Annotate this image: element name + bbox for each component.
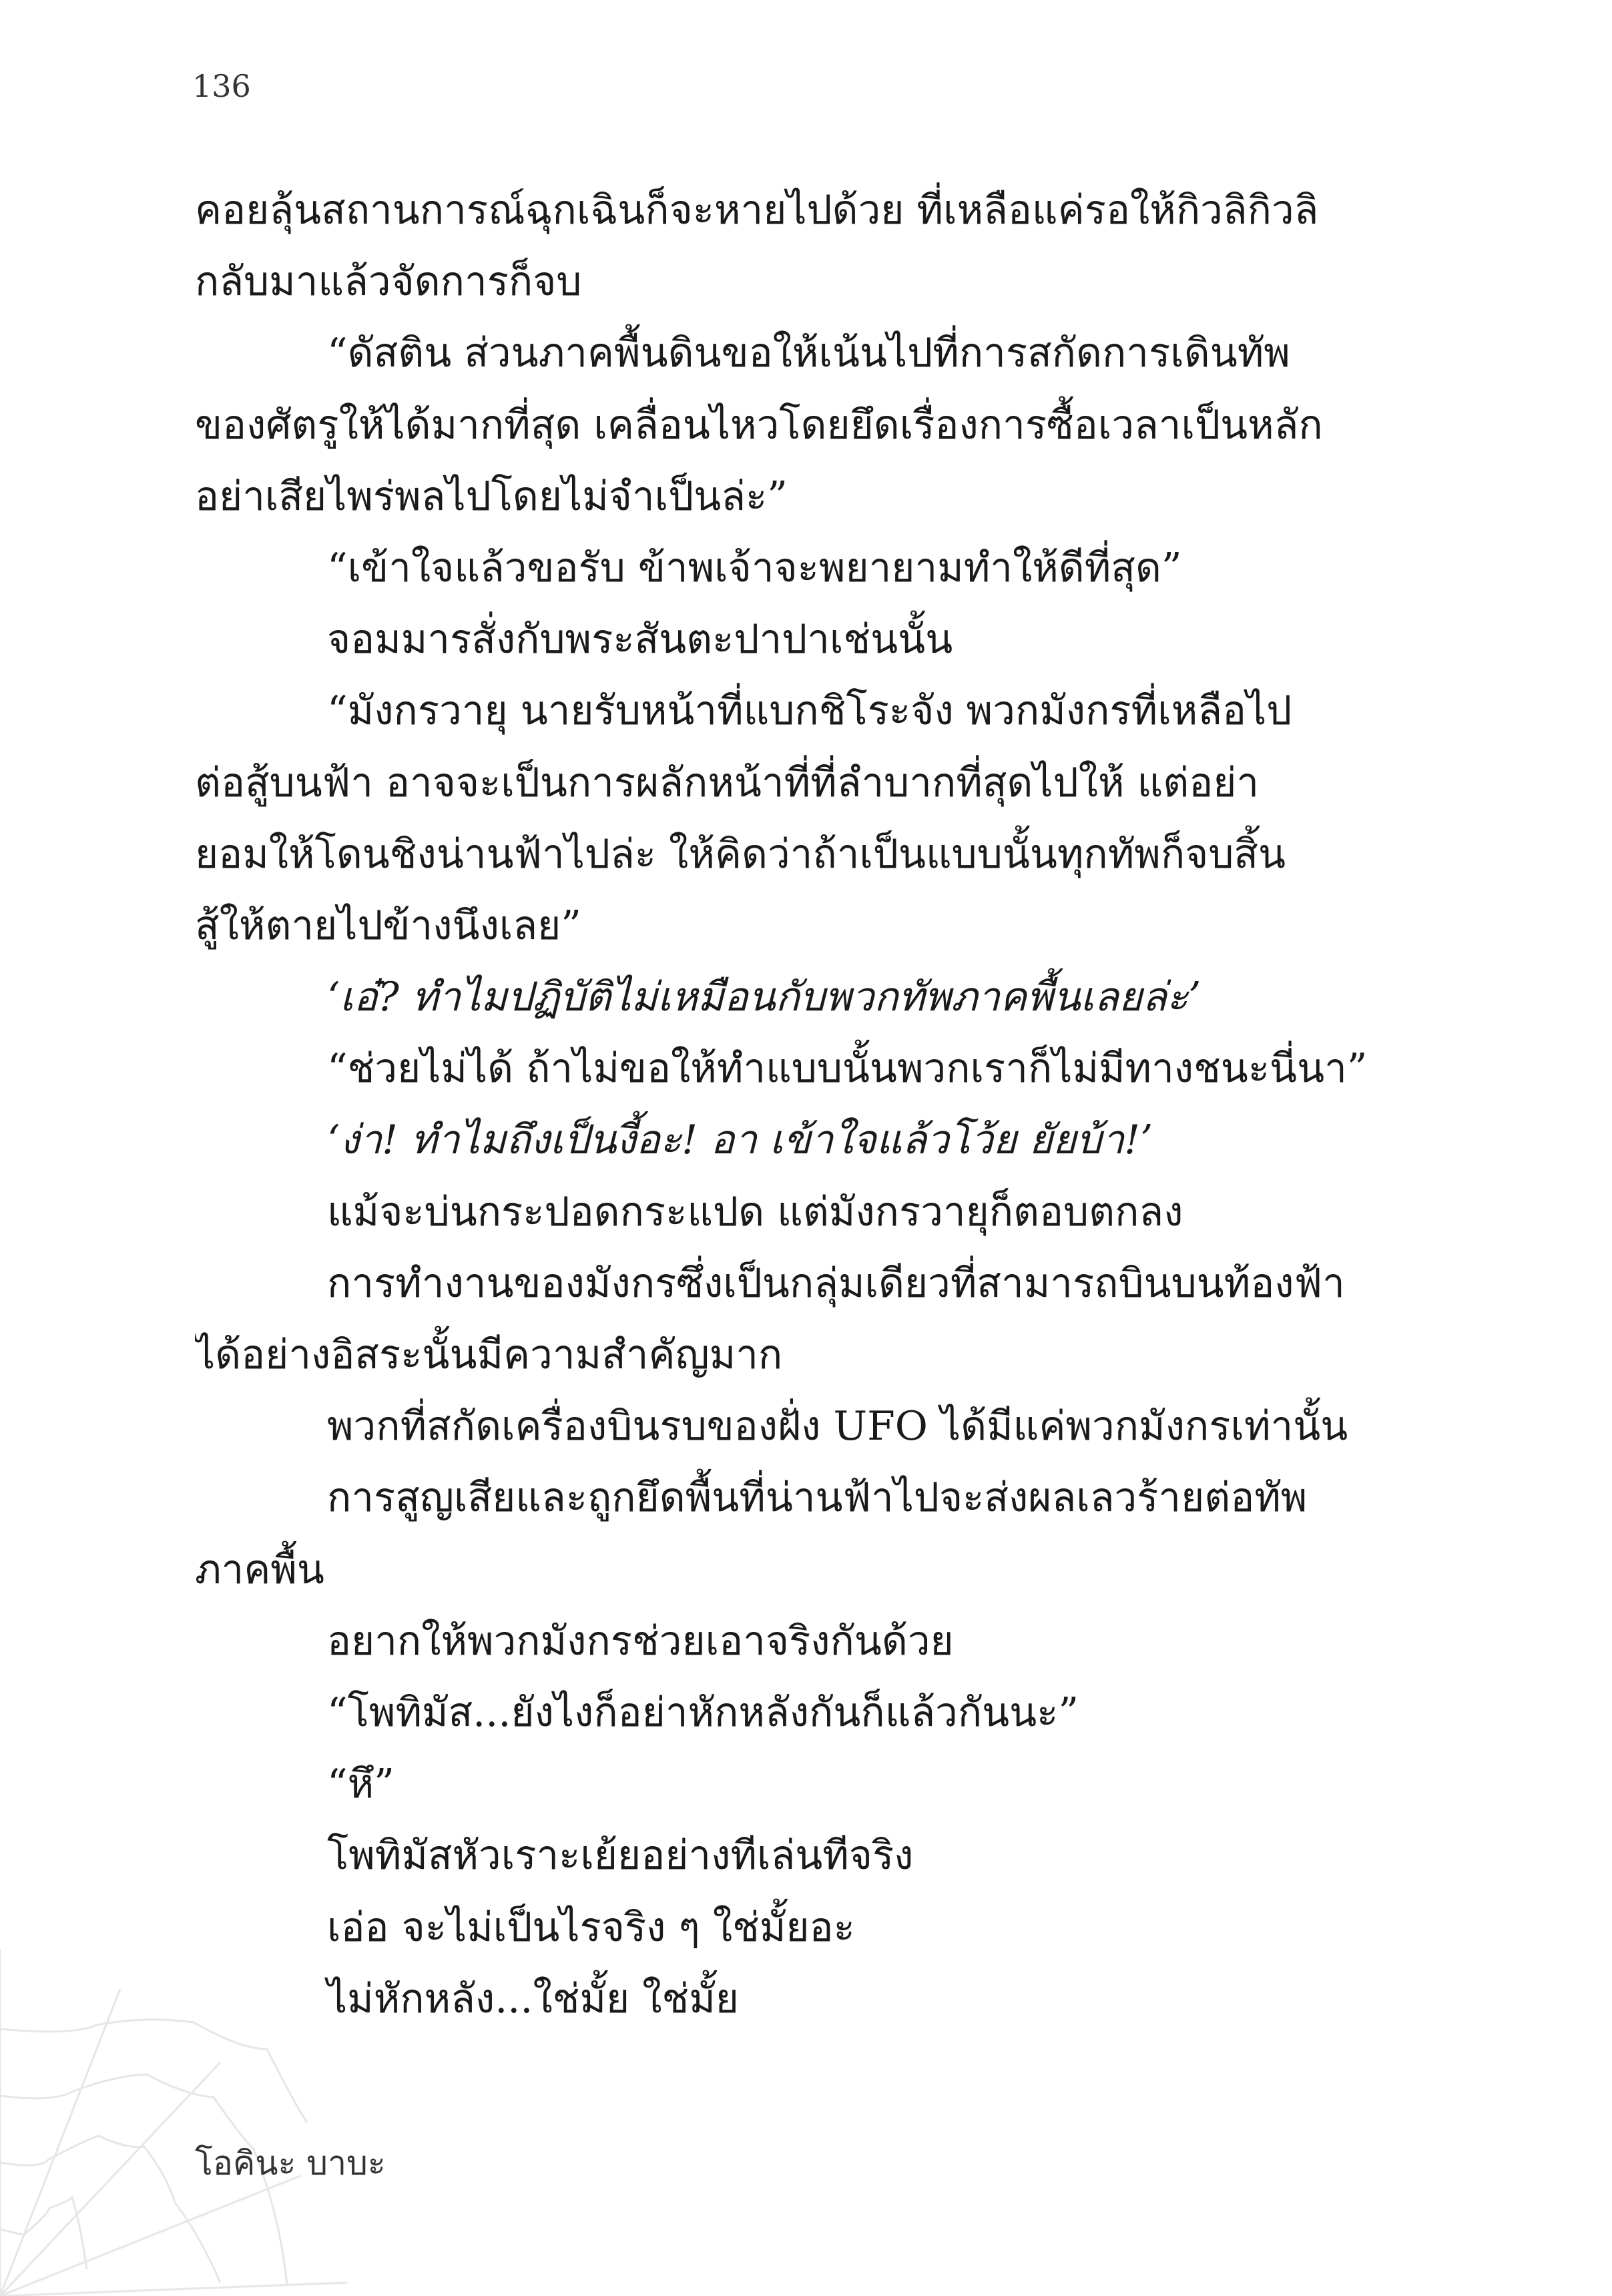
text-line: “โพทิมัส...ยังไงก็อย่าหักหลังกันก็แล้วกันนะ” xyxy=(327,1689,1079,1736)
text-line: ‘ง่า! ทำไมถึงเป็นงี้อะ! อา เข้าใจแล้วโว้ย ยัยบ้า!’ xyxy=(327,1117,1153,1164)
text-line: อยากให้พวกมังกรช่วยเอาจริงกันด้วย xyxy=(327,1617,954,1665)
text-line: ยอมให้โดนชิงน่านฟ้าไปล่ะ ให้คิดว่าถ้าเป็นแบบนั้นทุกทัพก็จบสิ้น xyxy=(195,830,1286,878)
text-line: อย่าเสียไพร่พลไปโดยไม่จำเป็นล่ะ” xyxy=(195,473,788,520)
text-line: “เข้าใจแล้วขอรับ ข้าพเจ้าจะพยายามทำให้ดีที่สุด” xyxy=(327,544,1182,591)
text-line: ต่อสู้บนฟ้า อาจจะเป็นการผลักหน้าที่ที่ลำบากที่สุดไปให้ แต่อย่า xyxy=(195,759,1260,806)
text-line: การทำงานของมังกรซึ่งเป็นกลุ่มเดียวที่สามารถบินบนท้องฟ้า xyxy=(327,1259,1345,1307)
text-body xyxy=(195,175,1383,2035)
text-line: จอมมารสั่งกับพระสันตะปาปาเช่นนั้น xyxy=(327,616,953,663)
text-line: การสูญเสียและถูกยึดพื้นที่น่านฟ้าไปจะส่งผลเลวร้ายต่อทัพ xyxy=(327,1474,1308,1522)
text-line: ภาคพื้น xyxy=(195,1546,324,1593)
text-line: โพทิมัสหัวเราะเย้ยอย่างทีเล่นทีจริง xyxy=(327,1832,914,1880)
text-line: พวกที่สกัดเครื่องบินรบของฝั่ง UFO ได้มีแค่พวกมังกรเท่านั้น xyxy=(327,1403,1348,1450)
text-line: ‘เอ๋? ทำไมปฏิบัติไม่เหมือนกับพวกทัพภาคพื้นเลยล่ะ’ xyxy=(327,974,1201,1021)
book-author-footer: โอคินะ บาบะ xyxy=(195,2144,386,2183)
text-line: ของศัตรูให้ได้มากที่สุด เคลื่อนไหวโดยยึดเรื่องการซื้อเวลาเป็นหลัก xyxy=(195,401,1323,449)
text-line: “ดัสติน ส่วนภาคพื้นดินขอให้เน้นไปที่การสกัดการเดินทัพ xyxy=(327,330,1290,377)
text-line: ได้อย่างอิสระนั้นมีความสำคัญมาก xyxy=(195,1332,783,1378)
text-line: “หึ” xyxy=(327,1761,394,1808)
text-line: “ช่วยไม่ได้ ถ้าไม่ขอให้ทำแบบนั้นพวกเราก็ไม่มีทางชนะนี่นา” xyxy=(327,1045,1368,1093)
text-line: คอยลุ้นสถานการณ์ฉุกเฉินก็จะหายไปด้วย ที่เหลือแค่รอให้กิวลิกิวลิ xyxy=(195,187,1319,234)
text-line: ไม่หักหลัง...ใช่มั้ย ใช่มั้ย xyxy=(327,1975,739,2022)
text-line: กลับมาแล้วจัดการก็จบ xyxy=(195,258,582,306)
page-number: 136 xyxy=(192,68,251,104)
spiderweb-decoration xyxy=(0,1949,347,2296)
text-line: เอ่อ จะไม่เป็นไรจริง ๆ ใช่มั้ยอะ xyxy=(327,1904,855,1951)
text-line: แม้จะบ่นกระปอดกระแปด แต่มังกรวายุก็ตอบตกลง xyxy=(327,1188,1183,1235)
text-line: สู้ให้ตายไปข้างนึงเลย” xyxy=(195,902,581,949)
text-line: “มังกรวายุ นายรับหน้าที่แบกชิโระจัง พวกมังกรที่เหลือไป xyxy=(327,687,1292,735)
